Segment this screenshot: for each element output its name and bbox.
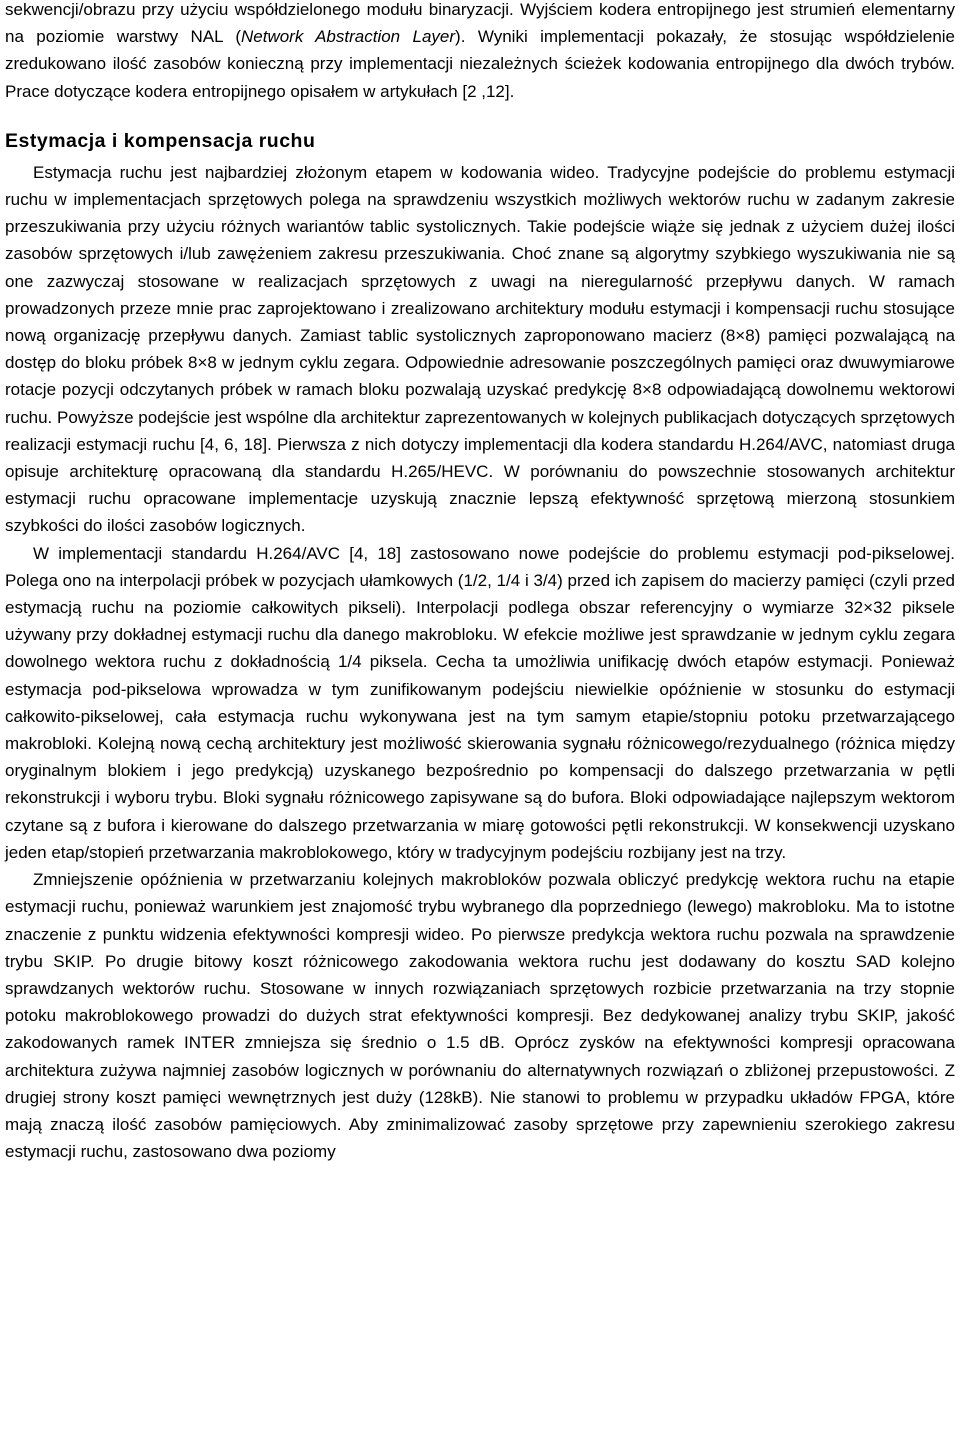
paragraph-text: sekwencji/obrazu przy użyciu współdzielonego modułu binaryzacji. Wyjściem kodera entropijnego jest strumień elementarny na poziomie warstwy NAL ( [5, 0, 955, 47]
paragraph-entropy-coder-summary [5, 0, 955, 105]
paragraph-motion-estimation-intro: Estymacja ruchu jest najbardziej złożonym etapem w kodowania wideo. Tradycyjne podejście do problemu estymacji ruchu w implementacjach sprzętowych polega na sprawdzeniu wszystkich możliwych wektorów ruchu w zadanym zakresie przeszukiwania przy użyciu różnych wariantów tablic systolicznych. Takie podejście wiąże się jednak z użyciem dużej ilości zasobów sprzętowych i/lub zawężeniem zakresu przeszukiwania. Choć znane są algorytmy szybkiego wyszukiwania nie są one zazwyczaj stosowane w realizacjach sprzętowych z uwagi na nieregularność przepływu danych. W ramach prowadzonych przeze mnie prac zaprojektowano i zrealizowano architektury modułu estymacji i kompensacji ruchu stosujące nową organizację przepływu danych. Zamiast tablic systolicznych zaproponowano macierz (8×8) pamięci pozwalającą na dostęp do bloku próbek 8×8 w jednym cyklu zegara. Odpowiednie adresowanie poszczególnych pamięci oraz dwuwymiarowe rotacje pozycji odczytanych próbek w ramach bloku pozwalają uzyskać predykcję 8×8 odpowiadającą dowolnemu wektorowi ruchu. Powyższe podejście jest wspólne dla architektur zaprezentowanych w kolejnych publikacjach dotyczących sprzętowych realizacji estymacji ruchu [4, 6, 18]. Pierwsza z nich dotyczy implementacji dla kodera standardu H.264/AVC, natomiast druga opisuje architekturę opracowaną dla standardu H.265/HEVC. W porównaniu do powszechnie stosowanych architektur estymacji ruchu opracowane implementacje uzyskują znacznie lepszą efektywność sprzętową mierzoną stosunkiem szybkości do ilości zasobów logicznych. [5, 162, 955, 536]
paragraph-h264-implementation: W implementacji standardu H.264/AVC [4, 18] zastosowano nowe podejście do problemu estymacji pod-pikselowej. Polega ono na interpolacji próbek w pozycjach ułamkowych (1/2, 1/4 i 3/4) przed ich zapisem do macierzy pamięci (czyli przed estymacją ruchu na poziomie całkowitych pikseli). Interpolacji podlega obszar referencyjny o wymiarze 32×32 piksele używany przy dokładnej estymacji ruchu dla danego makrobloku. W efekcie możliwe jest sprawdzanie w jednym cyklu zegara dowolnego wektora ruchu z dokładnością 1/4 piksela. Cecha ta umożliwia unifikację dwóch etapów estymacji. Ponieważ estymacja pod-pikselowa wprowadza w tym zunifikowanym podejściu niewielkie opóźnienie w stosunku do estymacji całkowito-pikselowej, cała estymacja ruchu wykonywana jest na tym samym etapie/stopniu potoku przetwarzającego makrobloki. Kolejną nową cechą architektury jest możliwość skierowania sygnału różnicowego/rezydualnego (różnica między oryginalnym blokiem i jego predykcją) uzyskanego bezpośrednio po kompensacji do dalszego przetwarzania w pętli rekonstrukcji i wyboru trybu. Bloki sygnału różnicowego zapisywane są do bufora. Bloki odpowiadające najlepszym wektorom czytane są z bufora i kierowane do dalszego przetwarzania w miarę gotowości pętli rekonstrukcji. W konsekwencji uzyskano jeden etap/stopień przetwarzania makroblokowego, który w tradycyjnym podejściu rozbijany jest na trzy. [5, 543, 955, 862]
paragraph-text: ). Wyniki implementacji pokazały, że stosując współdzielenie zredukowano ilość zasobów konieczną przy implementacji niezależnych ścieżek kodowania entropijnego dla dwóch trybów. Prace dotyczące kodera entropijnego opisałem w artykułach [2 ,12]. [5, 27, 956, 101]
paragraph-italic-term: Network Abstraction Layer [240, 27, 456, 47]
paragraph-latency-reduction: Zmniejszenie opóźnienia w przetwarzaniu kolejnych makrobloków pozwala obliczyć predykcję wektora ruchu na etapie estymacji ruchu, ponieważ warunkiem jest znajomość trybu wybranego dla poprzedniego (lewego) makrobloku. Ma to istotne znaczenie z punktu widzenia efektywności kompresji wideo. Po pierwsze predykcja wektora ruchu pozwala na sprawdzenie trybu SKIP. Po drugie bitowy koszt różnicowego zakodowania wektora ruchu jest dodawany do kosztu SAD kolejno sprawdzanych wektorów ruchu. Stosowane w innych rozwiązaniach sprzętowych rozbicie przetwarzania na trzy stopnie potoku makroblokowego prowadzi do dużych strat efektywności kompresji. Bez dedykowanej analizy trybu SKIP, jakość zakodowanych ramek INTER zmniejsza się średnio o 1.5 dB. Oprócz zysków na efektywności kompresji opracowana architektura zużywa najmniej zasobów logicznych w porównaniu do alternatywnych rozwiązań o zbliżonej przepustowości. Z drugiej strony koszt pamięci wewnętrznych jest duży (128kB). Nie stanowi to problemu w przypadku układów FPGA, które mają znaczą ilość zasobów pamięciowych. Aby zminimalizować zasoby sprzętowe przy zapewnieniu szerokiego zakresu estymacji ruchu, zastosowano dwa poziomy [5, 870, 955, 1162]
section-heading: Estymacja i kompensacja ruchu [5, 129, 316, 152]
